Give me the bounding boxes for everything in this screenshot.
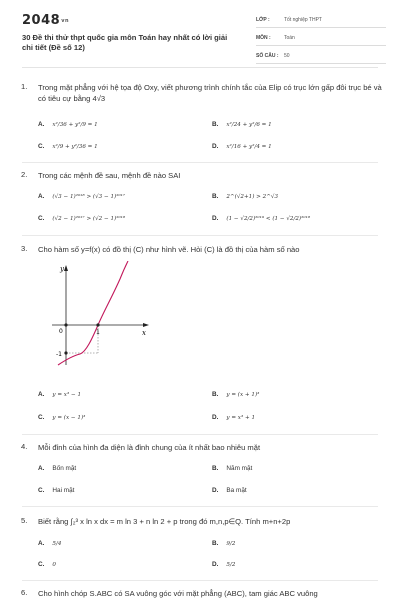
option-a[interactable] xyxy=(38,121,98,128)
meta-label: SỐ CÂU : xyxy=(256,53,279,59)
option-b[interactable] xyxy=(212,193,278,200)
option-text: 9/2 xyxy=(226,541,236,547)
option-label: D. xyxy=(212,215,219,222)
function-graph xyxy=(50,261,150,371)
option-text: (1 − √2/2)²⁰¹⁹ < (1 − √2/2)²⁰¹⁸ xyxy=(226,216,311,222)
option-label: D. xyxy=(212,414,219,421)
option-a[interactable] xyxy=(38,465,76,472)
option-text: y = x³ − 1 xyxy=(52,392,82,398)
question-divider xyxy=(22,162,378,163)
option-text: 5/2 xyxy=(226,562,236,568)
meta-label: MÔN : xyxy=(256,35,271,41)
x-axis-arrow xyxy=(143,323,149,327)
question-number: 6. xyxy=(21,588,28,597)
option-d[interactable] xyxy=(212,414,255,421)
option-a[interactable] xyxy=(38,193,125,200)
option-text: Hai mặt xyxy=(52,487,75,494)
option-label: A. xyxy=(38,121,45,128)
meta-row-count xyxy=(256,50,386,64)
y-point xyxy=(64,351,67,354)
option-c[interactable] xyxy=(38,414,85,421)
option-label: B. xyxy=(212,465,219,472)
site-logo[interactable] xyxy=(22,13,69,28)
question-number: 1. xyxy=(21,82,28,91)
option-text: 2^(√2+1) > 2^√3 xyxy=(226,194,278,200)
question-text: Trong mặt phẳng với hệ tọa độ Oxy, viết phương trình chính tắc của Elip có trục lớn gấp đôi trục bé và có tiêu cự bằng 4√3 xyxy=(38,83,382,103)
option-c[interactable] xyxy=(38,143,98,150)
option-b[interactable] xyxy=(212,121,272,128)
option-text: x²/36 + y²/9 = 1 xyxy=(52,122,98,128)
origin-label: 0 xyxy=(59,328,63,335)
meta-value: 50 xyxy=(284,53,290,59)
cubic-curve xyxy=(58,261,128,365)
option-text: Năm mặt xyxy=(226,465,253,472)
question-text: Biết rằng ∫₂³ x ln x dx = m ln 3 + n ln 2 + p trong đó m,n,p∈Q. Tính m+n+2p xyxy=(38,517,291,526)
question-number: 4. xyxy=(21,442,28,451)
question-number: 3. xyxy=(21,244,28,253)
meta-value: Tốt nghiệp THPT xyxy=(284,17,322,23)
option-text: y = (x + 1)³ xyxy=(226,392,260,398)
option-label: B. xyxy=(212,193,219,200)
option-d[interactable] xyxy=(212,143,272,150)
option-label: C. xyxy=(38,414,45,421)
option-c[interactable] xyxy=(38,561,56,568)
x-intercept-point xyxy=(96,323,99,326)
option-label: B. xyxy=(212,540,219,547)
header-divider xyxy=(22,67,378,68)
y-axis-label: y xyxy=(60,265,64,273)
option-label: C. xyxy=(38,215,45,222)
option-text: (√3 − 1)²⁰¹⁸ > (√3 − 1)²⁰¹⁷ xyxy=(52,194,126,200)
document-title: 30 Đề thi thử thpt quốc gia môn Toán hay nhất có lời giải chi tiết (Đề số 12) xyxy=(22,33,228,52)
origin-point xyxy=(64,323,67,326)
option-c[interactable] xyxy=(38,215,125,222)
option-a[interactable] xyxy=(38,391,81,398)
question-text: Cho hàm số y=f(x) có đồ thị (C) như hình vẽ. Hỏi (C) là đồ thị của hàm số nào xyxy=(38,245,300,254)
option-a[interactable] xyxy=(38,540,61,547)
question-divider xyxy=(22,235,378,236)
question-text: Mỗi đỉnh của hình đa diện là đỉnh chung của ít nhất bao nhiêu mặt xyxy=(38,443,261,452)
option-label: B. xyxy=(212,391,219,398)
option-text: x²/16 + y²/4 = 1 xyxy=(226,144,272,150)
option-label: A. xyxy=(38,193,45,200)
option-label: C. xyxy=(38,561,45,568)
question-text: Trong các mệnh đề sau, mệnh đề nào SAI xyxy=(38,171,181,180)
option-b[interactable] xyxy=(212,540,235,547)
option-d[interactable] xyxy=(212,215,310,222)
option-d[interactable] xyxy=(212,487,247,494)
option-label: C. xyxy=(38,487,45,494)
option-b[interactable] xyxy=(212,465,252,472)
option-label: A. xyxy=(38,465,45,472)
option-label: C. xyxy=(38,143,45,150)
option-text: Bốn mặt xyxy=(52,465,77,472)
option-text: 0 xyxy=(52,562,56,568)
option-label: A. xyxy=(38,391,45,398)
x-tick-label: 1 xyxy=(96,329,100,336)
meta-label: LỚP : xyxy=(256,17,270,23)
y-tick-label: -1 xyxy=(56,351,62,358)
meta-row-class xyxy=(256,14,386,28)
y-axis-arrow xyxy=(64,265,68,271)
question-divider xyxy=(22,580,378,581)
option-label: D. xyxy=(212,561,219,568)
option-text: (√2 − 1)²⁰¹⁷ > (√2 − 1)²⁰¹⁸ xyxy=(52,216,126,222)
page-header xyxy=(0,0,400,62)
exam-meta xyxy=(256,14,386,68)
meta-row-subject xyxy=(256,32,386,46)
option-text: 5/4 xyxy=(52,541,62,547)
option-text: x²/24 + y²/6 = 1 xyxy=(226,122,272,128)
option-text: Ba mặt xyxy=(226,487,247,494)
option-text: y = (x − 1)³ xyxy=(52,415,86,421)
option-label: A. xyxy=(38,540,45,547)
option-text: y = x³ + 1 xyxy=(226,415,256,421)
logo-text: 2048 xyxy=(22,13,61,28)
option-c[interactable] xyxy=(38,487,74,494)
option-label: B. xyxy=(212,121,219,128)
option-label: D. xyxy=(212,487,219,494)
question-number: 5. xyxy=(21,516,28,525)
question-number: 2. xyxy=(21,170,28,179)
question-divider xyxy=(22,506,378,507)
x-axis-label: x xyxy=(142,329,146,337)
option-b[interactable] xyxy=(212,391,259,398)
meta-value: Toán xyxy=(284,35,295,41)
option-text: x²/9 + y²/36 = 1 xyxy=(52,144,98,150)
question-text: Cho hình chóp S.ABC có SA vuông góc với mặt phẳng (ABC), tam giác ABC vuông xyxy=(38,589,318,598)
logo-suffix: vn xyxy=(61,17,70,24)
option-label: D. xyxy=(212,143,219,150)
question-divider xyxy=(22,434,378,435)
option-d[interactable] xyxy=(212,561,235,568)
